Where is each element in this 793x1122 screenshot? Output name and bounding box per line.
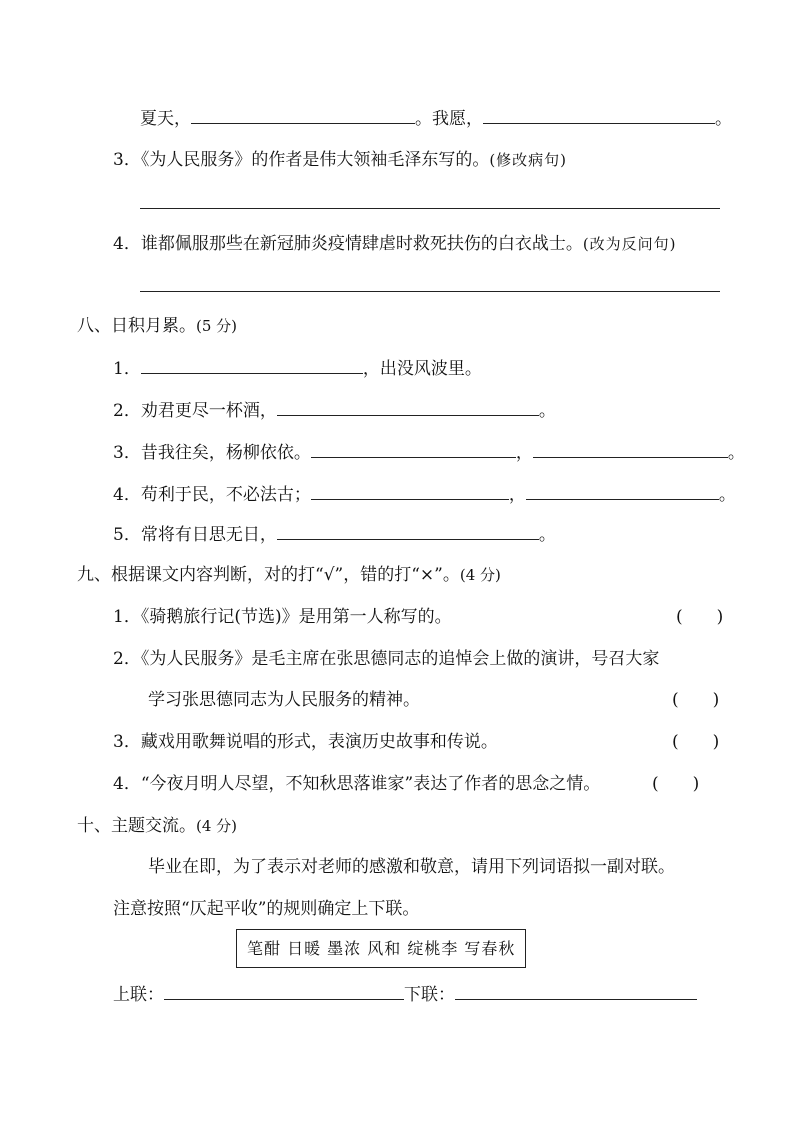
item-text: 《骑鹅旅行记(节选)》是用第一人称写的。 [140,607,452,627]
answer-blank[interactable] [311,440,516,458]
item-number: 2． [113,401,141,421]
q8-item-1 [113,356,482,381]
item-text: 谁都佩服那些在新冠肺炎疫情肆虐时救死扶伤的白衣战士。 [140,234,583,254]
q8-item-2 [113,398,556,423]
item-text: 劝君更尽一杯酒， [140,401,277,421]
item-text: 藏戏用歌舞说唱的形式，表演历史故事和传说。 [140,732,498,752]
item-text: 《为人民服务》是毛主席在张思德同志的追悼会上做的演讲，号召大家 [140,649,660,669]
q10-heading [77,814,237,838]
q7-item-3 [113,148,567,172]
upper-couplet-label: 上联： [113,985,164,1005]
answer-line[interactable] [140,291,720,292]
q7-line1-text-b: 。我愿， [415,109,483,129]
q8-item-5 [113,522,556,547]
q9-item-4 [113,772,600,796]
section-score: (4 分) [196,817,238,835]
item-text: ，出没风波里。 [362,359,482,379]
item-number: 1． [113,607,141,627]
item-hint: (修改病句) [489,151,568,169]
answer-blank[interactable] [311,482,509,500]
q9-heading [77,563,501,587]
answer-blank[interactable] [533,440,728,458]
section-title: 十、主题交流。 [77,816,196,836]
word-bank-box: 笔酣 日暖 墨浓 风和 绽桃李 写春秋 [236,929,526,968]
answer-parentheses[interactable]: ( ) [676,607,724,627]
item-number: 3． [113,732,141,752]
section-score: (4 分) [459,566,501,584]
answer-line[interactable] [140,208,720,209]
q9-item-3 [113,730,498,754]
answer-blank[interactable] [526,482,719,500]
item-number: 1． [113,359,141,379]
answer-parentheses[interactable]: ( ) [652,774,700,794]
q7-item-4 [113,232,677,256]
item-text: “今夜月明人尽望，不知秋思落谁家”表达了作者的思念之情。 [140,774,601,794]
item-text-end: 。 [718,485,736,505]
item-number: 4． [113,234,141,254]
item-number: 5． [113,525,141,545]
answer-parentheses[interactable]: ( ) [672,732,720,752]
answer-parentheses[interactable]: ( ) [672,690,720,710]
item-text: 昔我往矣，杨柳依依。 [140,443,311,463]
answer-blank[interactable] [483,106,715,124]
section-title: 八、日积月累。 [77,316,196,336]
q8-item-4 [113,482,736,507]
q7-line1 [140,106,732,131]
item-number: 3． [113,150,141,170]
item-text: 苟利于民，不必法古； [140,485,311,505]
item-text-continued: 学习张思德同志为人民服务的精神。 [148,690,420,710]
item-text-end: 。 [538,525,556,545]
q10-instruction-2: 注意按照“仄起平收”的规则确定上下联。 [113,899,420,919]
lower-couplet-blank[interactable] [455,982,697,1000]
section-title: 九、根据课文内容判断，对的打“√”，错的打“×”。 [77,565,460,585]
item-number: 2． [113,649,141,669]
answer-blank[interactable] [191,106,415,124]
q8-item-3 [113,440,745,465]
answer-blank[interactable] [277,522,539,540]
q8-heading [77,314,237,338]
item-text-mid: ， [508,485,526,505]
answer-blank[interactable] [277,398,539,416]
lower-couplet-label: 下联： [404,985,455,1005]
item-text: 常将有日思无日， [140,525,277,545]
answer-blank[interactable] [141,356,363,374]
item-hint: (改为反问句) [582,235,677,253]
item-text: 《为人民服务》的作者是伟大领袖毛泽东写的。 [140,150,490,170]
upper-couplet-blank[interactable] [164,982,404,1000]
q9-item-1 [113,605,452,629]
q7-line1-text-a: 夏天， [140,109,191,129]
q7-line1-text-c: 。 [715,109,732,129]
couplet-answer-line [113,982,697,1007]
item-text-end: 。 [727,443,745,463]
item-text-end: 。 [538,401,556,421]
item-number: 4． [113,485,141,505]
section-score: (5 分) [196,317,238,335]
q9-item-2 [113,647,659,671]
item-text-mid: ， [515,443,533,463]
item-number: 3． [113,443,141,463]
item-number: 4． [113,774,141,794]
q10-instruction: 毕业在即，为了表示对老师的感激和敬意，请用下列词语拟一副对联。 [148,857,675,877]
